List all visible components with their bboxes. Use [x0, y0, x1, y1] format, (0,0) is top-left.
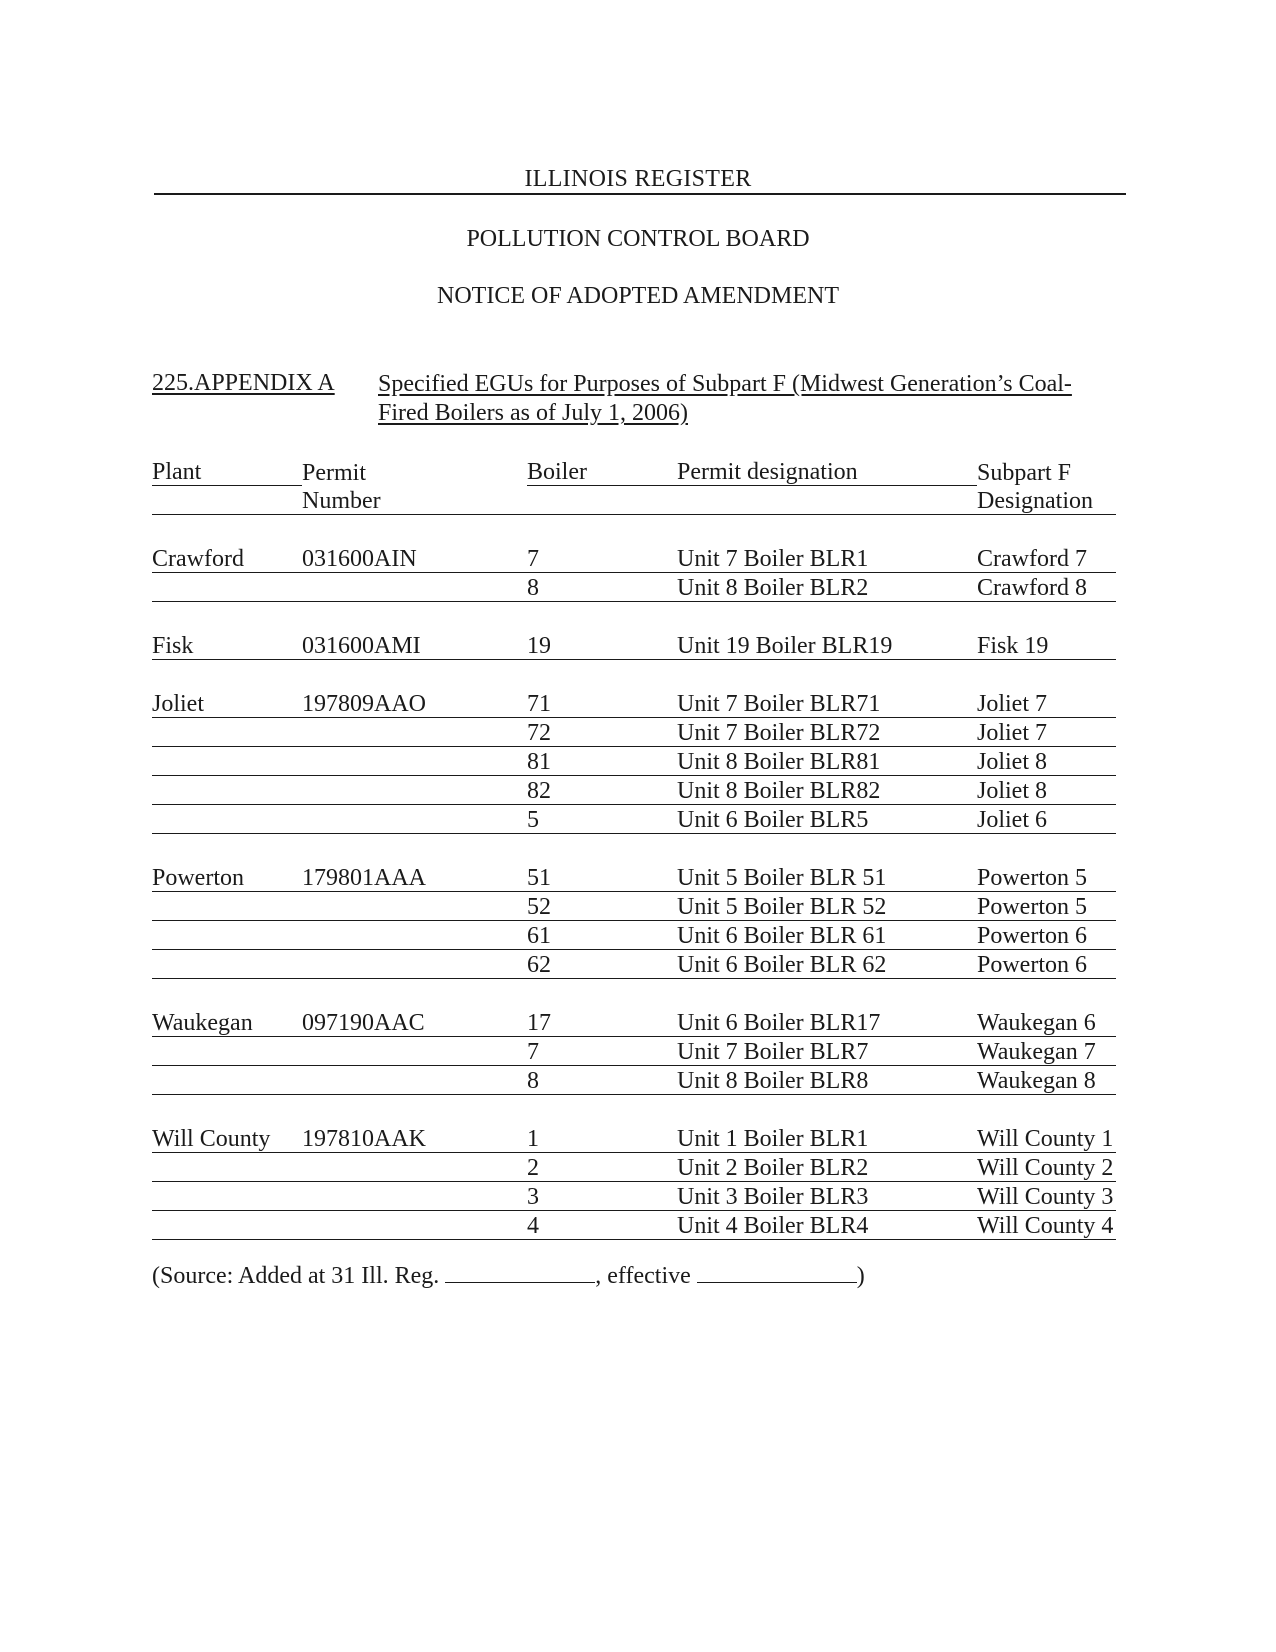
spacer-cell [152, 979, 302, 1009]
cell-boiler: 17 [527, 1008, 677, 1037]
cell-plant [152, 747, 302, 776]
spacer-cell [302, 515, 527, 545]
cell-boiler: 4 [527, 1211, 677, 1240]
table-header [152, 457, 1116, 515]
cell-permit-number [302, 718, 527, 747]
spacer-cell [677, 515, 977, 545]
cell-permit-designation: Unit 7 Boiler BLR1 [677, 544, 977, 573]
cell-plant [152, 921, 302, 950]
spacer-cell [677, 979, 977, 1009]
cell-subpart-designation: Joliet 6 [977, 805, 1116, 834]
cell-plant: Will County [152, 1124, 302, 1153]
table-row [152, 1037, 1116, 1066]
cell-permit-number: 197810AAK [302, 1124, 527, 1153]
group-spacer [152, 602, 1116, 632]
cell-plant [152, 950, 302, 979]
cell-permit-designation: Unit 19 Boiler BLR19 [677, 631, 977, 660]
cell-permit-number [302, 1153, 527, 1182]
cell-permit-number [302, 1182, 527, 1211]
table-row [152, 1124, 1116, 1153]
header-subpart-line1: Subpart F [977, 459, 1072, 486]
cell-subpart-designation: Joliet 8 [977, 747, 1116, 776]
cell-permit-number: 179801AAA [302, 863, 527, 892]
header-rule [154, 193, 1126, 195]
cell-permit-designation: Unit 6 Boiler BLR17 [677, 1008, 977, 1037]
cell-permit-designation: Unit 5 Boiler BLR 52 [677, 892, 977, 921]
cell-permit-number [302, 776, 527, 805]
table-row [152, 544, 1116, 573]
cell-permit-number [302, 921, 527, 950]
cell-permit-number [302, 950, 527, 979]
spacer-cell [527, 834, 677, 864]
cell-plant: Joliet [152, 689, 302, 718]
spacer-cell [152, 602, 302, 632]
cell-boiler: 72 [527, 718, 677, 747]
cell-permit-number: 197809AAO [302, 689, 527, 718]
table-row [152, 863, 1116, 892]
cell-permit-designation: Unit 1 Boiler BLR1 [677, 1124, 977, 1153]
header-cell-empty [677, 486, 977, 515]
spacer-cell [677, 1095, 977, 1125]
cell-permit-number [302, 1066, 527, 1095]
register-page-blank [445, 1262, 595, 1283]
cell-permit-number [302, 747, 527, 776]
cell-permit-number [302, 805, 527, 834]
spacer-cell [527, 660, 677, 690]
spacer-cell [527, 979, 677, 1009]
cell-subpart-designation: Waukegan 8 [977, 1066, 1116, 1095]
appendix-label: 225.APPENDIX A [152, 370, 335, 396]
cell-subpart-designation: Powerton 6 [977, 921, 1116, 950]
table-body [152, 515, 1116, 1240]
cell-permit-number: 031600AMI [302, 631, 527, 660]
cell-boiler: 1 [527, 1124, 677, 1153]
spacer-cell [302, 602, 527, 632]
cell-boiler: 71 [527, 689, 677, 718]
cell-subpart-designation: Powerton 5 [977, 892, 1116, 921]
spacer-cell [977, 660, 1116, 690]
table-row [152, 950, 1116, 979]
cell-boiler: 3 [527, 1182, 677, 1211]
cell-permit-designation: Unit 3 Boiler BLR3 [677, 1182, 977, 1211]
spacer-cell [977, 515, 1116, 545]
cell-plant [152, 1182, 302, 1211]
group-spacer [152, 1095, 1116, 1125]
cell-permit-number [302, 1037, 527, 1066]
group-spacer [152, 979, 1116, 1009]
cell-boiler: 7 [527, 1037, 677, 1066]
spacer-cell [977, 834, 1116, 864]
table-row [152, 747, 1116, 776]
spacer-cell [527, 602, 677, 632]
effective-date-blank [697, 1262, 857, 1283]
cell-permit-number [302, 573, 527, 602]
cell-boiler: 61 [527, 921, 677, 950]
cell-boiler: 51 [527, 863, 677, 892]
cell-plant [152, 573, 302, 602]
cell-plant: Fisk [152, 631, 302, 660]
board-name: POLLUTION CONTROL BOARD [466, 226, 810, 252]
table-row [152, 1182, 1116, 1211]
table-row [152, 1008, 1116, 1037]
cell-plant [152, 892, 302, 921]
spacer-cell [677, 834, 977, 864]
spacer-cell [677, 660, 977, 690]
spacer-cell [152, 834, 302, 864]
source-prefix: (Source: Added at 31 Ill. Reg. [152, 1263, 440, 1289]
cell-boiler: 52 [527, 892, 677, 921]
cell-subpart-designation: Will County 4 [977, 1211, 1116, 1240]
spacer-cell [527, 515, 677, 545]
table-row [152, 718, 1116, 747]
cell-permit-designation: Unit 7 Boiler BLR71 [677, 689, 977, 718]
cell-plant [152, 1211, 302, 1240]
table-row [152, 776, 1116, 805]
cell-boiler: 82 [527, 776, 677, 805]
table-header-row [152, 457, 1116, 486]
cell-subpart-designation: Powerton 5 [977, 863, 1116, 892]
cell-subpart-designation: Joliet 7 [977, 718, 1116, 747]
table-header-row [152, 486, 1116, 515]
cell-boiler: 8 [527, 573, 677, 602]
header-subpart-line2: Designation [977, 486, 1116, 515]
notice-title: NOTICE OF ADOPTED AMENDMENT [437, 283, 839, 309]
cell-subpart-designation: Fisk 19 [977, 631, 1116, 660]
spacer-cell [527, 1095, 677, 1125]
cell-permit-designation: Unit 8 Boiler BLR8 [677, 1066, 977, 1095]
register-title: ILLINOIS REGISTER [524, 166, 752, 192]
cell-boiler: 2 [527, 1153, 677, 1182]
cell-permit-number: 097190AAC [302, 1008, 527, 1037]
spacer-cell [977, 979, 1116, 1009]
spacer-cell [152, 660, 302, 690]
table-row [152, 892, 1116, 921]
cell-plant [152, 805, 302, 834]
cell-permit-designation: Unit 4 Boiler BLR4 [677, 1211, 977, 1240]
header-plant: Plant [152, 457, 302, 486]
header-permit-line2: Number [302, 486, 527, 515]
cell-subpart-designation: Joliet 8 [977, 776, 1116, 805]
table-row [152, 631, 1116, 660]
cell-boiler: 62 [527, 950, 677, 979]
cell-permit-designation: Unit 6 Boiler BLR 61 [677, 921, 977, 950]
group-spacer [152, 834, 1116, 864]
spacer-cell [302, 660, 527, 690]
source-suffix: ) [856, 1263, 865, 1289]
table-row [152, 805, 1116, 834]
header-cell-empty [152, 486, 302, 515]
header-boiler: Boiler [527, 457, 677, 486]
spacer-cell [302, 979, 527, 1009]
cell-subpart-designation: Waukegan 7 [977, 1037, 1116, 1066]
egu-table [152, 457, 1116, 1240]
spacer-cell [302, 1095, 527, 1125]
cell-boiler: 8 [527, 1066, 677, 1095]
cell-subpart-designation: Will County 1 [977, 1124, 1116, 1153]
cell-permit-designation: Unit 6 Boiler BLR5 [677, 805, 977, 834]
cell-plant [152, 1153, 302, 1182]
cell-plant: Powerton [152, 863, 302, 892]
cell-permit-designation: Unit 7 Boiler BLR7 [677, 1037, 977, 1066]
cell-permit-designation: Unit 5 Boiler BLR 51 [677, 863, 977, 892]
cell-plant [152, 1037, 302, 1066]
spacer-cell [152, 515, 302, 545]
table-row [152, 1211, 1116, 1240]
cell-boiler: 19 [527, 631, 677, 660]
table-row [152, 1066, 1116, 1095]
header-permit-line1: Permit [302, 459, 366, 486]
cell-subpart-designation: Joliet 7 [977, 689, 1116, 718]
cell-plant: Waukegan [152, 1008, 302, 1037]
cell-subpart-designation: Crawford 7 [977, 544, 1116, 573]
group-spacer [152, 660, 1116, 690]
cell-plant [152, 776, 302, 805]
cell-subpart-designation: Waukegan 6 [977, 1008, 1116, 1037]
cell-plant: Crawford [152, 544, 302, 573]
cell-boiler: 81 [527, 747, 677, 776]
cell-permit-designation: Unit 8 Boiler BLR82 [677, 776, 977, 805]
cell-plant [152, 718, 302, 747]
spacer-cell [977, 1095, 1116, 1125]
table-row [152, 921, 1116, 950]
spacer-cell [152, 1095, 302, 1125]
cell-permit-number [302, 892, 527, 921]
header-cell-empty [527, 486, 677, 515]
cell-permit-number [302, 1211, 527, 1240]
spacer-cell [977, 602, 1116, 632]
cell-subpart-designation: Will County 3 [977, 1182, 1116, 1211]
cell-permit-number: 031600AIN [302, 544, 527, 573]
cell-subpart-designation: Will County 2 [977, 1153, 1116, 1182]
cell-plant [152, 1066, 302, 1095]
cell-boiler: 5 [527, 805, 677, 834]
cell-permit-designation: Unit 7 Boiler BLR72 [677, 718, 977, 747]
table-row [152, 573, 1116, 602]
cell-subpart-designation: Crawford 8 [977, 573, 1116, 602]
cell-boiler: 7 [527, 544, 677, 573]
cell-permit-designation: Unit 8 Boiler BLR2 [677, 573, 977, 602]
table-row [152, 689, 1116, 718]
table-row [152, 1153, 1116, 1182]
group-spacer [152, 515, 1116, 545]
spacer-cell [677, 602, 977, 632]
cell-permit-designation: Unit 8 Boiler BLR81 [677, 747, 977, 776]
source-note [152, 1262, 865, 1290]
cell-permit-designation: Unit 6 Boiler BLR 62 [677, 950, 977, 979]
source-middle: , effective [595, 1263, 691, 1289]
appendix-title: Specified EGUs for Purposes of Subpart F (Midwest Generation’s Coal-Fired Boilers as of July 1, 2006) [378, 371, 1072, 426]
header-permit-designation: Permit designation [677, 457, 977, 486]
cell-subpart-designation: Powerton 6 [977, 950, 1116, 979]
cell-permit-designation: Unit 2 Boiler BLR2 [677, 1153, 977, 1182]
spacer-cell [302, 834, 527, 864]
